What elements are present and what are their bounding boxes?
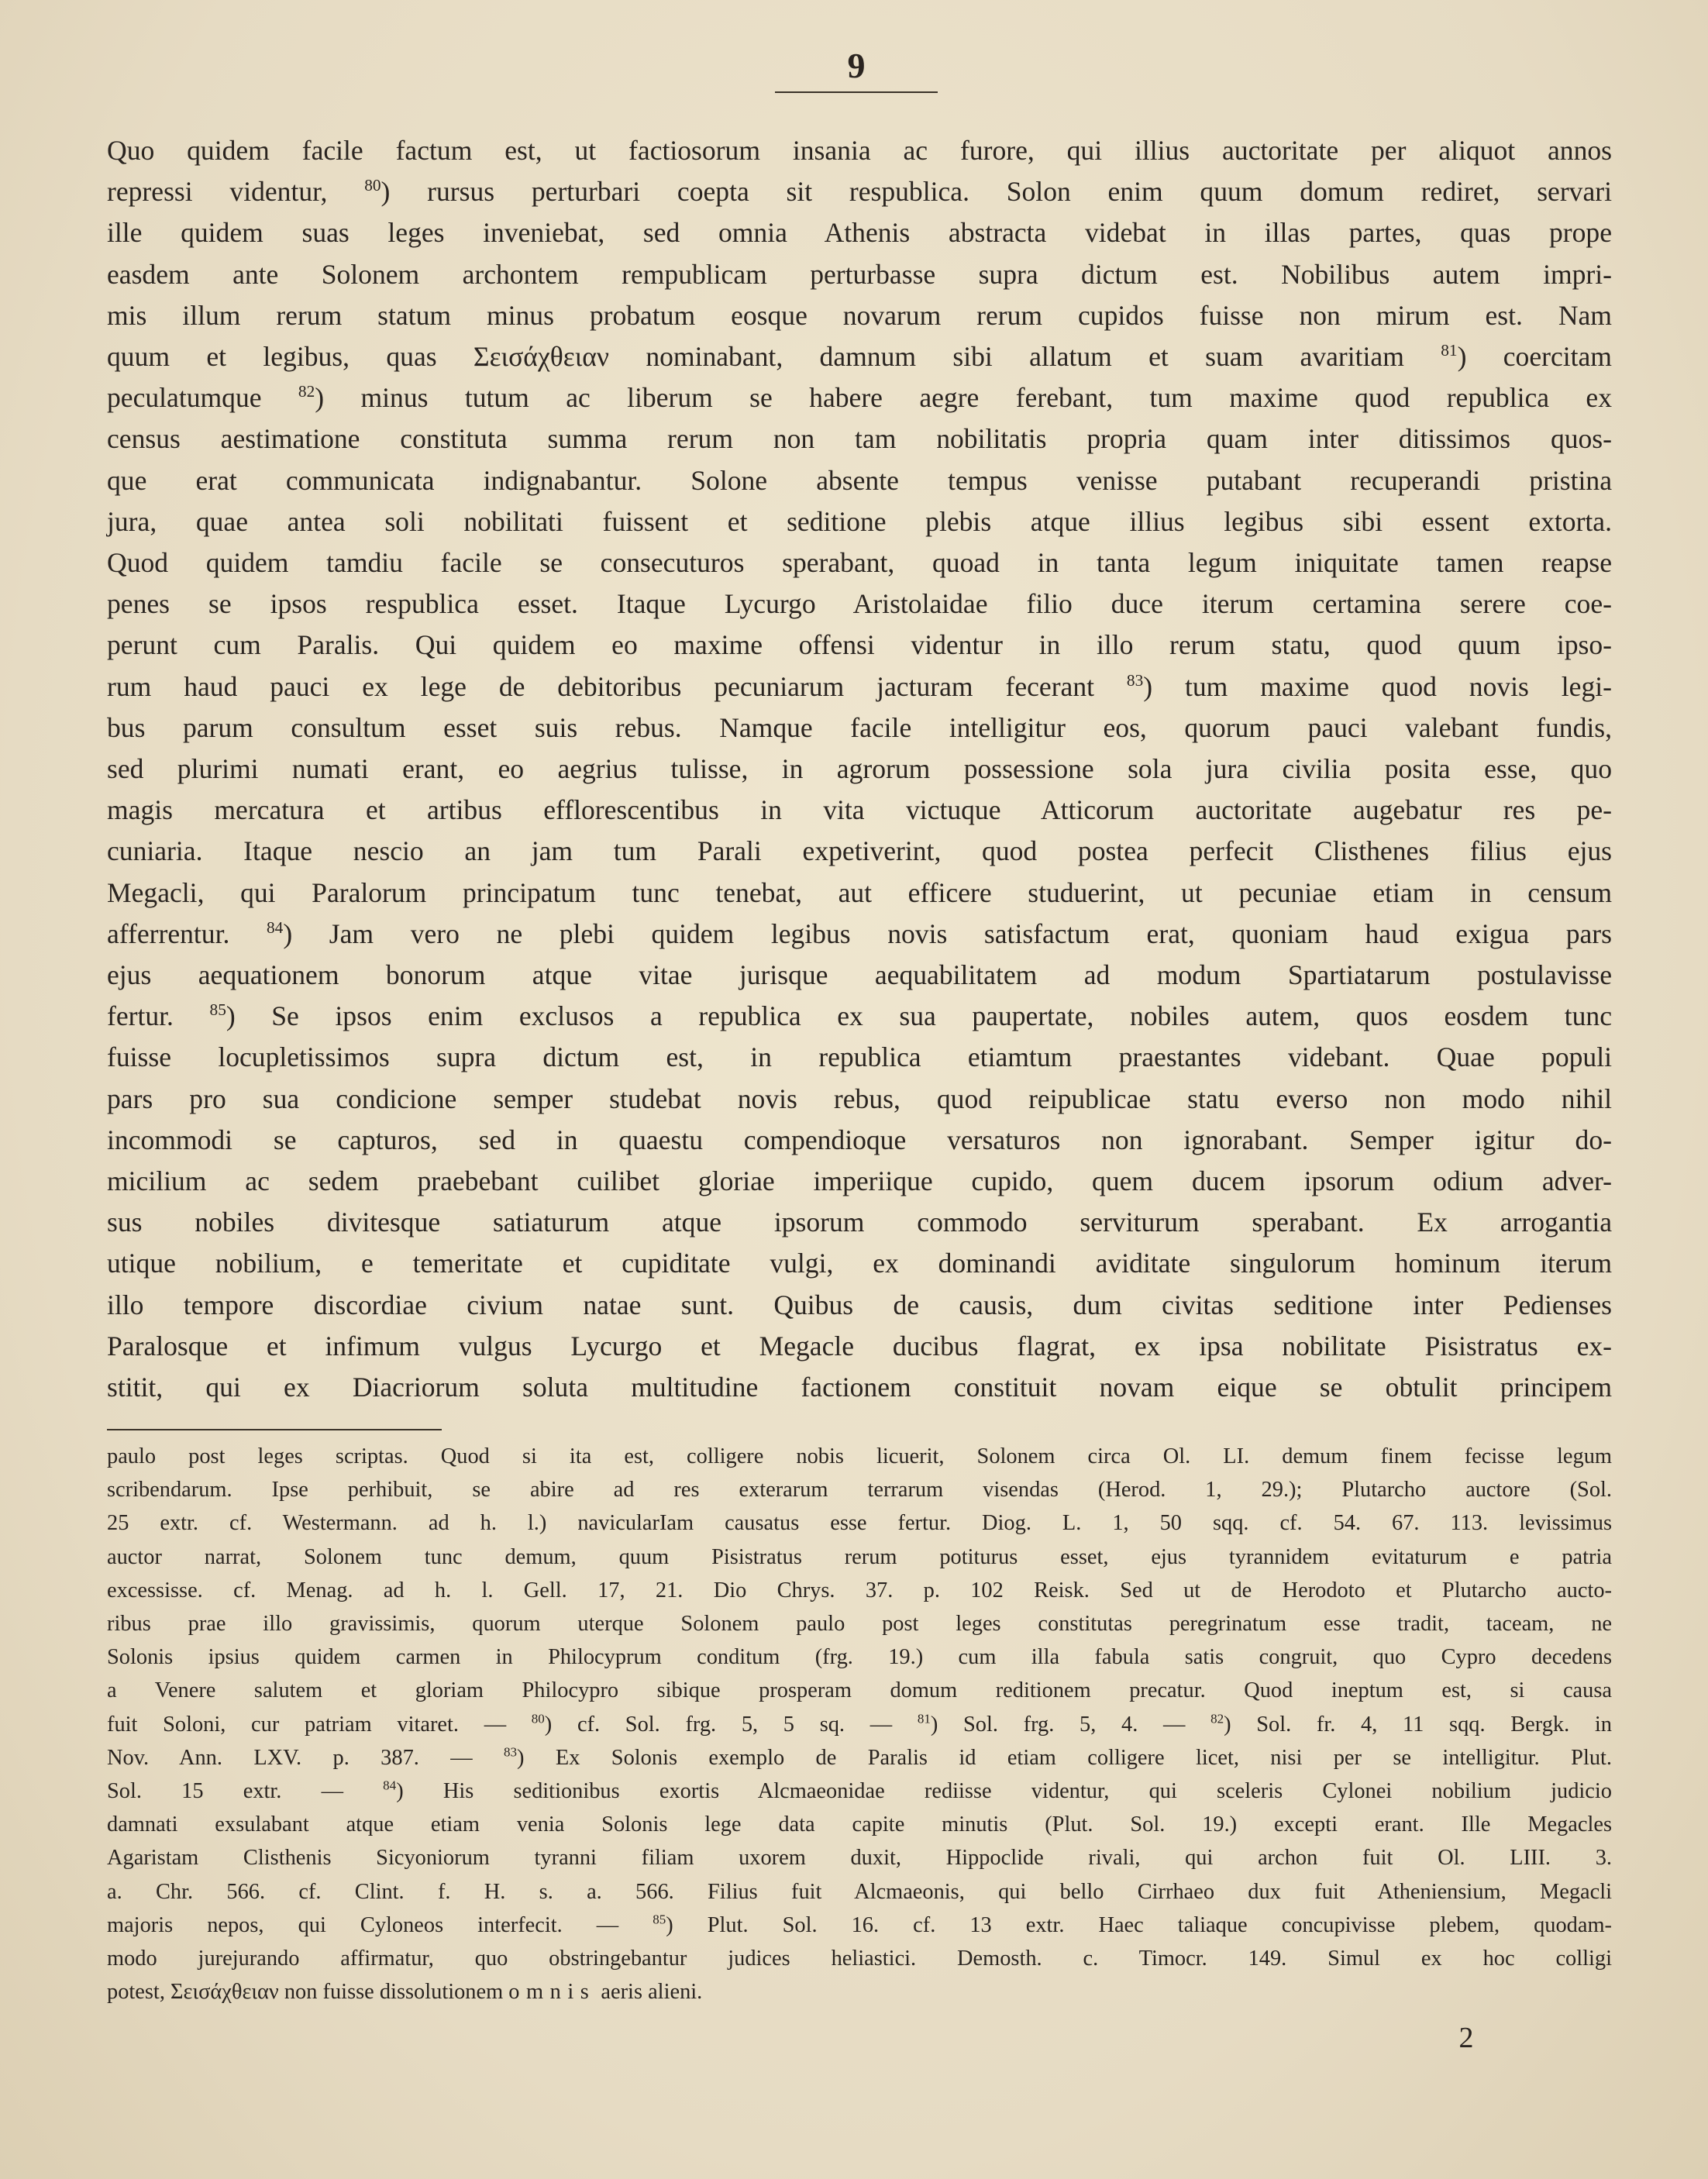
footnote-marker: 80	[531, 1711, 545, 1726]
main-line: Quod quidem tamdiu facile se consecuturos sperabant, quoad in tanta legum iniquitate tamen reapse	[107, 547, 1612, 579]
main-line: stitit, qui ex Diacriorum soluta multitudine factionem constituit novam eique se obtulit principem	[107, 1372, 1612, 1403]
footnote-line: Agaristam Clisthenis Sicyoniorum tyranni filiam uxorem duxit, Hippoclide rivali, qui archon fuit Ol. LIII. 3.	[107, 1846, 1612, 1871]
main-line: ejus aequationem bonorum atque vitae jurisque aequabilitatem ad modum Spartiatarum postulavisse	[107, 959, 1612, 991]
main-line: mis illum rerum statum minus probatum eosque novarum rerum cupidos fuisse non mirum est. Nam	[107, 299, 1612, 331]
main-line: sed plurimi numati erant, eo aegrius tulisse, in agrorum possessione sola jura civilia posita esse, quo	[107, 753, 1612, 785]
footnote-line: ribus prae illo gravissimis, quorum uterque Solonem paulo post leges constitutas peregrinatum esse tradit, taceam, ne	[107, 1612, 1612, 1637]
main-line: magis mercatura et artibus efflorescentibus in vita victuque Atticorum auctoritate augebatur res pe-	[107, 794, 1612, 826]
footnote-rule	[107, 1429, 442, 1430]
main-line: que erat communicata indignabantur. Solone absente tempus venisse putabant recuperandi pristina	[107, 464, 1612, 496]
main-line: census aestimatione constituta summa rerum non tam nobilitatis propria quam inter ditissimos quos-	[107, 423, 1612, 455]
main-line: penes se ipsos respublica esset. Itaque Lycurgo Aristolaidae filio duce iterum certamina serere coe-	[107, 588, 1612, 620]
main-text	[107, 130, 1612, 1408]
main-line: illo tempore discordiae civium natae sunt. Quibus de causis, dum civitas seditione inter Pedienses	[107, 1289, 1612, 1320]
main-line: fertur. $^{85}$) Se ipsos enim exclusos a republica ex sua paupertate, nobiles autem, quos eosdem tunc	[107, 1000, 1612, 1032]
footnotes	[107, 1440, 1612, 2009]
main-line: Megacli, qui Paralorum principatum tunc tenebat, aut efficere studuerint, ut pecuniae etiam in censum	[107, 876, 1612, 908]
footnote-line: damnati exsulabant atque etiam venia Solonis lege data capite minutis (Plut. Sol. 19.) excepti erant. Ille Megacles	[107, 1812, 1612, 1837]
footnote-line: modo jurejurando affirmatur, quo obstringebantur judices heliastici. Demosth. c. Timocr. 149. Simul ex hoc colligi	[107, 1947, 1612, 1971]
main-line: peculatumque $^{82}$) minus tutum ac liberum se habere aegre ferebant, tum maxime quod republica ex	[107, 382, 1612, 414]
main-line: Paralosque et infimum vulgus Lycurgo et Megacle ducibus flagrat, ex ipsa nobilitate Pisistratus ex-	[107, 1330, 1612, 1361]
footnote-line: a Venere salutem et gloriam Philocypro sibique prosperam domum reditionem precatur. Quod ineptum est, si causa	[107, 1678, 1612, 1703]
main-line: pars pro sua condicione semper studebat novis rebus, quod reipublicae statu everso non modo nihil	[107, 1083, 1612, 1114]
main-line: bus parum consultum esset suis rebus. Namque facile intelligitur eos, quorum pauci valebant fundis,	[107, 711, 1612, 743]
main-line: sus nobiles divitesque satiaturum atque ipsorum commodo serviturum sperabant. Ex arrogantia	[107, 1207, 1612, 1238]
main-line: incommodi se capturos, sed in quaestu compendioque versaturos non ignorabant. Semper igitur do-	[107, 1124, 1612, 1155]
footnote-marker: 83	[504, 1744, 518, 1760]
footnote-line: Sol. 15 extr. — $^{84}$) His seditionibus exortis Alcmaeonidae rediisse videntur, qui sceleris Cylonei nobilium judicio	[107, 1778, 1612, 1804]
footnote-ref[interactable]: 84	[266, 918, 284, 937]
footnote-line: majoris nepos, qui Cyloneos interfecit. — $^{85}$) Plut. Sol. 16. cf. 13 extr. Haec taliaque concupivisse plebem, quodam-	[107, 1912, 1612, 1937]
footnote-ref[interactable]: 81	[1441, 341, 1458, 360]
footnote-line: 25 extr. cf. Westermann. ad h. l.) navicularIam causatus esse fertur. Diog. L. 1, 50 sqq. cf. 54. 67. 113. levissimus	[107, 1511, 1612, 1536]
page-number: 9	[847, 46, 866, 85]
footnote-ref[interactable]: 85	[209, 1000, 226, 1020]
page-number-rule	[775, 91, 938, 93]
footnote-marker: 81	[917, 1711, 931, 1726]
main-line: micilium ac sedem praebebant cuilibet gloriae imperiique cupido, quem ducem ipsorum odium adver-	[107, 1165, 1612, 1197]
footnote-line: excessisse. cf. Menag. ad h. l. Gell. 17, 21. Dio Chrys. 37. p. 102 Reisk. Sed ut de Herodoto et Plutarcho aucto-	[107, 1578, 1612, 1602]
footnote-ref[interactable]: 80	[364, 176, 381, 195]
main-line: jura, quae antea soli nobilitati fuissent et seditione plebis atque illius legibus sibi essent extorta.	[107, 505, 1612, 537]
footnote-line: a. Chr. 566. cf. Clint. f. H. s. a. 566. Filius fuit Alcmaeonis, qui bello Cirrhaeo dux fuit Atheniensium, Megacli	[107, 1879, 1612, 1904]
footnote-line: scribendarum. Ipse perhibuit, se abire ad res exterarum terrarum visendas (Herod. 1, 29.); Plutarcho auctore (Sol.	[107, 1478, 1612, 1503]
footnote-line: auctor narrat, Solonem tunc demum, quum Pisistratus rerum potiturus esset, ejus tyrannidem evitaturum e patria	[107, 1544, 1612, 1569]
footnote-line: fuit Soloni, cur patriam vitaret. — $^{80}$) cf. Sol. frg. 5, 5 sq. — $^{81}$) Sol. frg. 5, 4. — $^{82}$) Sol. fr. 4, 11 sqq. Bergk. in	[107, 1711, 1612, 1737]
footnote-marker: 85	[653, 1912, 666, 1927]
footnote-marker: 82	[1210, 1711, 1224, 1726]
main-line: Quo quidem facile factum est, ut factiosorum insania ac furore, qui illius auctoritate per aliquot annos	[107, 135, 1612, 166]
footnote-marker: 84	[383, 1778, 397, 1793]
footnote-ref[interactable]: 82	[298, 382, 315, 401]
main-line: fuisse locupletissimos supra dictum est, in republica etiamtum praestantes videbant. Quae populi	[107, 1041, 1612, 1073]
main-line: repressi videntur, $^{80}$) rursus perturbari coepta sit respublica. Solon enim quum domum rediret, servari	[107, 176, 1612, 208]
main-line: rum haud pauci ex lege de debitoribus pecuniarum jacturam fecerant $^{83}$) tum maxime quod novis legi-	[107, 670, 1612, 702]
signature-mark: 2	[1458, 2022, 1474, 2054]
main-line: afferrentur. $^{84}$) Jam vero ne plebi quidem legibus novis satisfactum erat, quoniam haud exigua pars	[107, 917, 1612, 949]
footnote-line: paulo post leges scriptas. Quod si ita est, colligere nobis licuerit, Solonem circa Ol. LI. demum finem fecisse legum	[107, 1444, 1612, 1468]
main-line: ille quidem suas leges inveniebat, sed omnia Athenis abstracta videbat in illas partes, quas prope	[107, 217, 1612, 249]
main-line: easdem ante Solonem archontem rempublicam perturbasse supra dictum est. Nobilibus autem impri-	[107, 258, 1612, 290]
main-line: perunt cum Paralis. Qui quidem eo maxime offensi videntur in illo rerum statu, quod quum ipso-	[107, 629, 1612, 661]
emphasis-spaced: omnis	[508, 1980, 596, 2005]
footnote-line: Nov. Ann. LXV. p. 387. — $^{83}$) Ex Solonis exemplo de Paralis id etiam colligere licet, nisi per se intelligitur. Plut.	[107, 1744, 1613, 1770]
main-line: quum et legibus, quas Σεισάχθειαν nominabant, damnum sibi allatum et suam avaritiam $^{81}$) coercitam	[107, 341, 1612, 373]
footnote-line: Solonis ipsius quidem carmen in Philocyprum conditum (frg. 19.) cum illa fabula satis congruit, quo Cypro decedens	[107, 1645, 1612, 1670]
footnote-line: potest, Σεισάχθειαν non fuisse dissolutionem omnis aeris alieni.	[107, 1980, 703, 2005]
footnote-ref[interactable]: 83	[1126, 670, 1144, 690]
main-line: cuniaria. Itaque nescio an jam tum Parali expetiverint, quod postea perfecit Clisthenes filius ejus	[107, 835, 1612, 867]
main-line: utique nobilium, e temeritate et cupiditate vulgi, ex dominandi aviditate singulorum hominum iterum	[107, 1248, 1612, 1279]
